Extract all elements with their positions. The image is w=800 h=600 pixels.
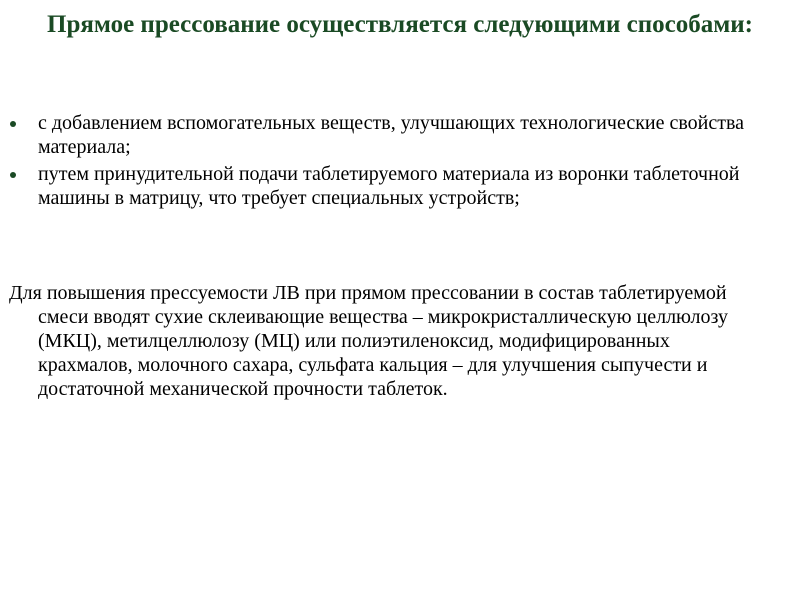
slide-title: Прямое прессование осуществляется следующими способами:: [47, 11, 753, 38]
bullet-list: [9, 111, 769, 213]
bullet-item: [9, 111, 769, 159]
bullet-text: путем принудительной подачи таблетируемого материала из воронки таблеточной машины в матрицу, что требует специальных устройств;: [38, 163, 740, 209]
bullet-text: с добавлением вспомогательных веществ, улучшающих технологические свойства материала;: [38, 112, 745, 158]
bullet-item: [9, 162, 769, 210]
body-paragraph: Для повышения прессуемости ЛВ при прямом прессовании в состав таблетируемой смеси вводят сухие склеивающие вещества – микрокристаллическую целлюлозу (МКЦ), метилцеллюлозу (МЦ) или полиэтиленоксид, модифицированных крахмалов, молочного сахара, сульфата кальция – для улучшения сыпучести и достаточной механической прочности таблеток.: [9, 282, 728, 400]
bullet-dot-icon: [10, 172, 16, 178]
bullet-dot-icon: [10, 121, 16, 127]
